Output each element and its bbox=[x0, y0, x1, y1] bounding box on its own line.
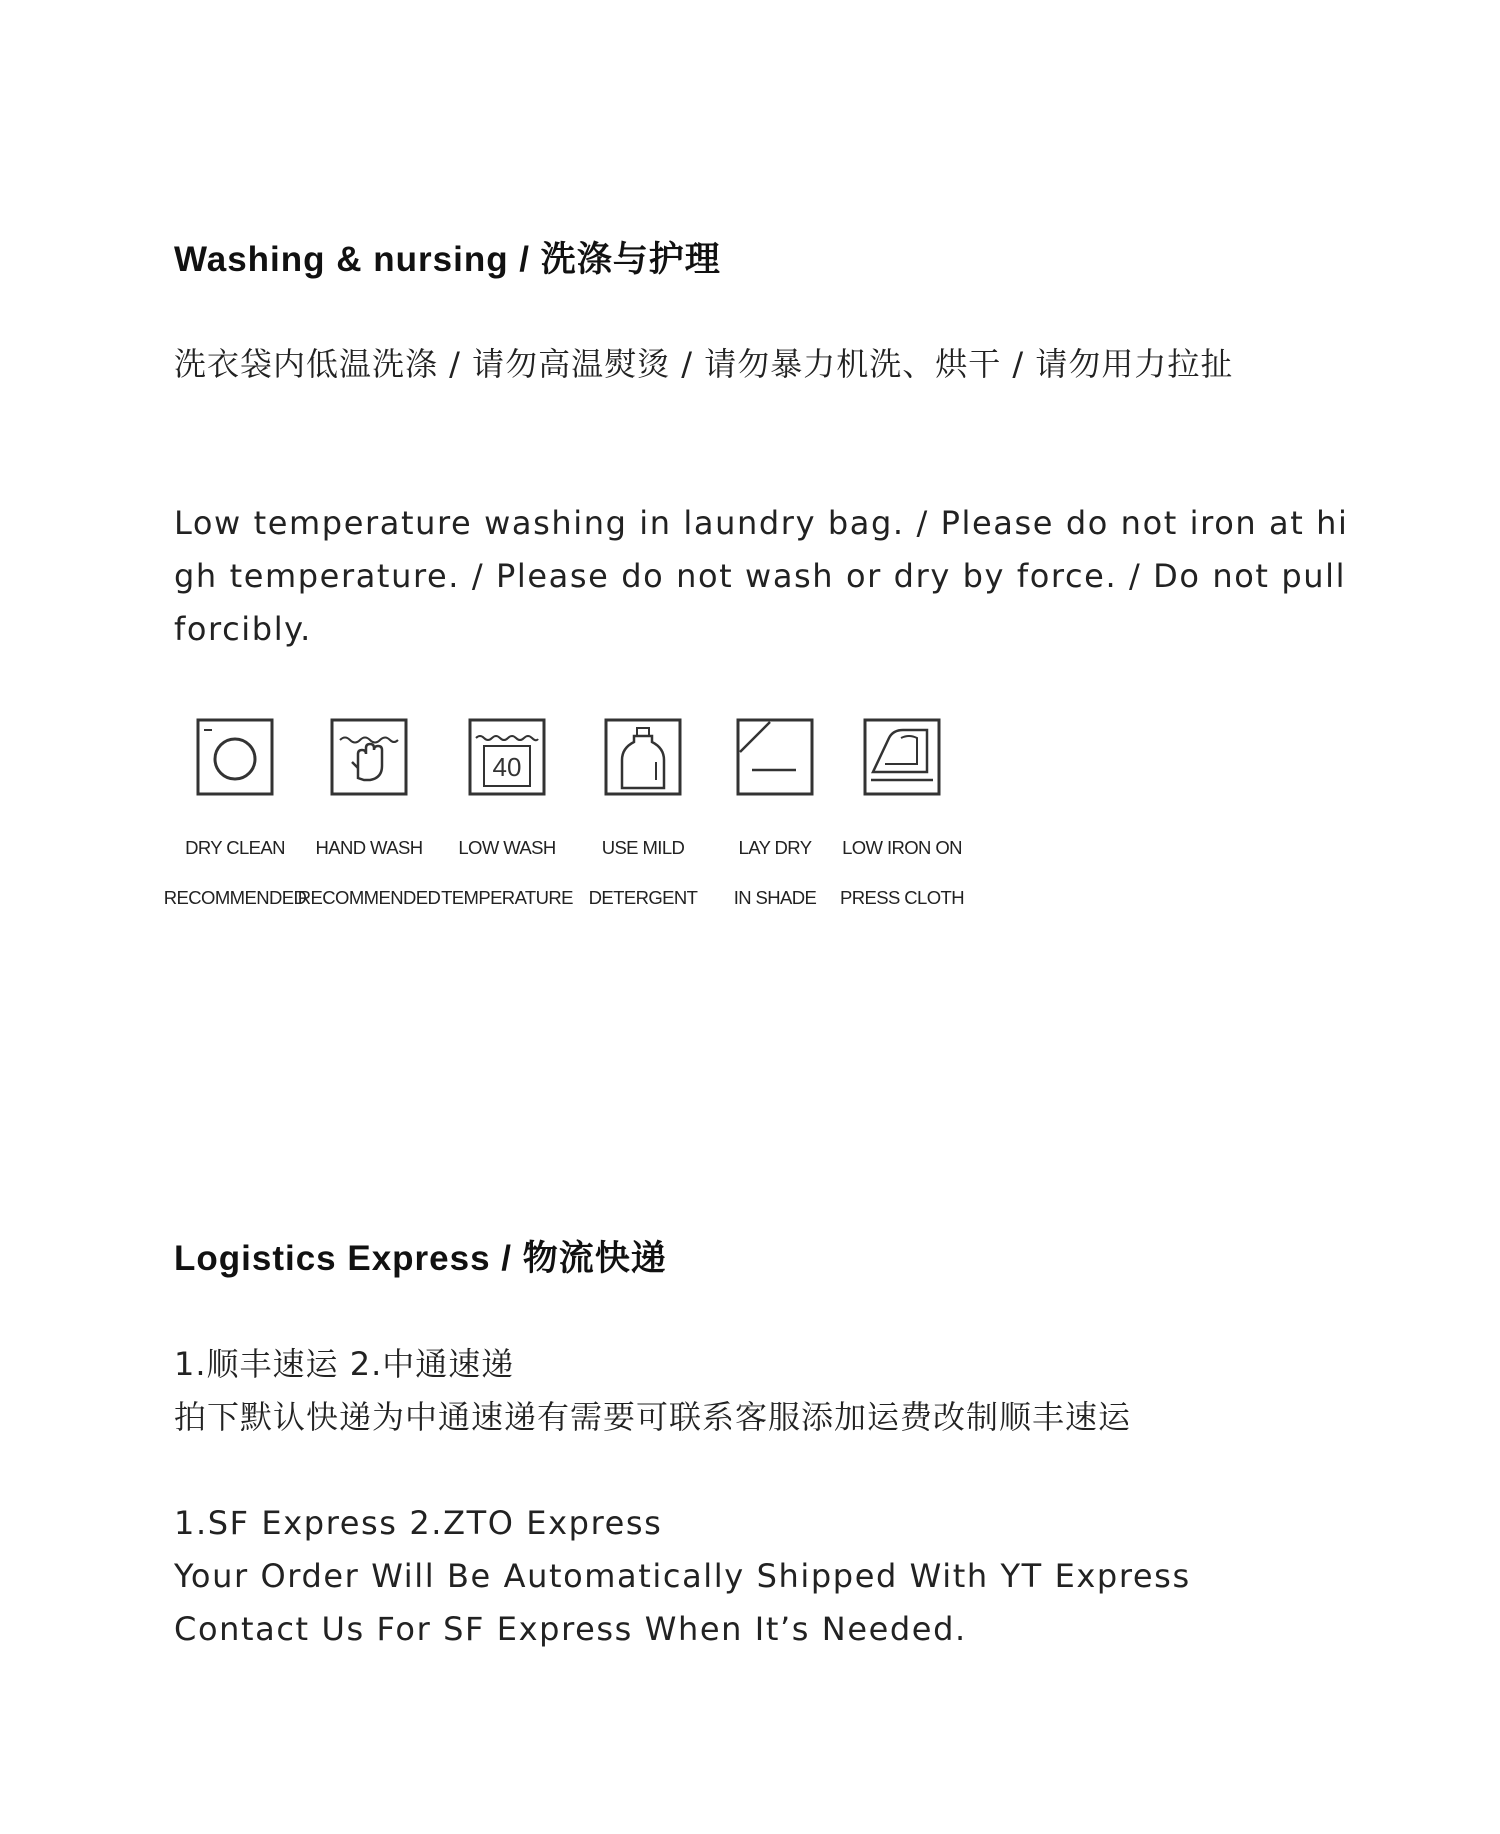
svg-text:40: 40 bbox=[492, 752, 522, 782]
care-label: LOW WASH TEMPERATURE bbox=[441, 837, 573, 908]
logistics-cn-block bbox=[174, 1338, 1354, 1444]
logistics-section bbox=[174, 1241, 1354, 1276]
washing-section bbox=[174, 242, 1354, 277]
hand-wash-icon bbox=[330, 718, 408, 796]
logistics-cn-line-2: 拍下默认快递为中通速递有需要可联系客服添加运费改制顺丰速运 bbox=[174, 1398, 1132, 1436]
care-label: LAY DRY IN SHADE bbox=[733, 837, 817, 908]
iron-icon bbox=[863, 718, 941, 796]
care-item-mild-detergent bbox=[576, 718, 710, 935]
lay-dry-in-shade-icon bbox=[736, 718, 814, 796]
care-item-dry-clean bbox=[163, 718, 307, 935]
washing-instructions-en: Low temperature washing in laundry bag. / Please do not iron at high temperature. / Please do not wash or dry by force. / Do not pull forcibly. bbox=[174, 504, 1349, 648]
logistics-en-line-3: Contact Us For SF Express When It’s Needed. bbox=[174, 1610, 967, 1648]
care-item-lay-dry-in-shade bbox=[710, 718, 840, 935]
care-label: DRY CLEAN RECOMMENDED bbox=[163, 837, 307, 908]
logistics-en-block bbox=[174, 1497, 1354, 1656]
washing-cn-block bbox=[174, 338, 1354, 391]
washing-instructions-cn: 洗衣袋内低温洗涤 / 请勿高温熨烫 / 请勿暴力机洗、烘干 / 请勿用力拉扯 bbox=[174, 345, 1234, 383]
logistics-en-line-1: 1.SF Express 2.ZTO Express bbox=[174, 1504, 663, 1542]
washing-heading: Washing & nursing / 洗涤与护理 bbox=[174, 240, 721, 279]
logistics-cn-line-1: 1.顺丰速运 2.中通速递 bbox=[174, 1345, 515, 1383]
care-label: LOW IRON ON PRESS CLOTH bbox=[840, 837, 964, 908]
detergent-bottle-icon bbox=[604, 718, 682, 796]
care-item-low-wash-temperature bbox=[438, 718, 576, 935]
care-label: USE MILD DETERGENT bbox=[588, 837, 698, 908]
care-item-low-iron bbox=[840, 718, 964, 935]
low-wash-temperature-icon bbox=[468, 718, 546, 796]
care-label: HAND WASH RECOMMENDED bbox=[297, 837, 441, 908]
washing-en-block bbox=[174, 497, 1354, 656]
dry-clean-icon bbox=[196, 718, 274, 796]
care-item-hand-wash bbox=[297, 718, 441, 935]
care-icons-row bbox=[163, 718, 964, 935]
logistics-heading: Logistics Express / 物流快递 bbox=[174, 1239, 667, 1278]
logistics-en-line-2: Your Order Will Be Automatically Shipped With YT Express bbox=[174, 1557, 1191, 1595]
